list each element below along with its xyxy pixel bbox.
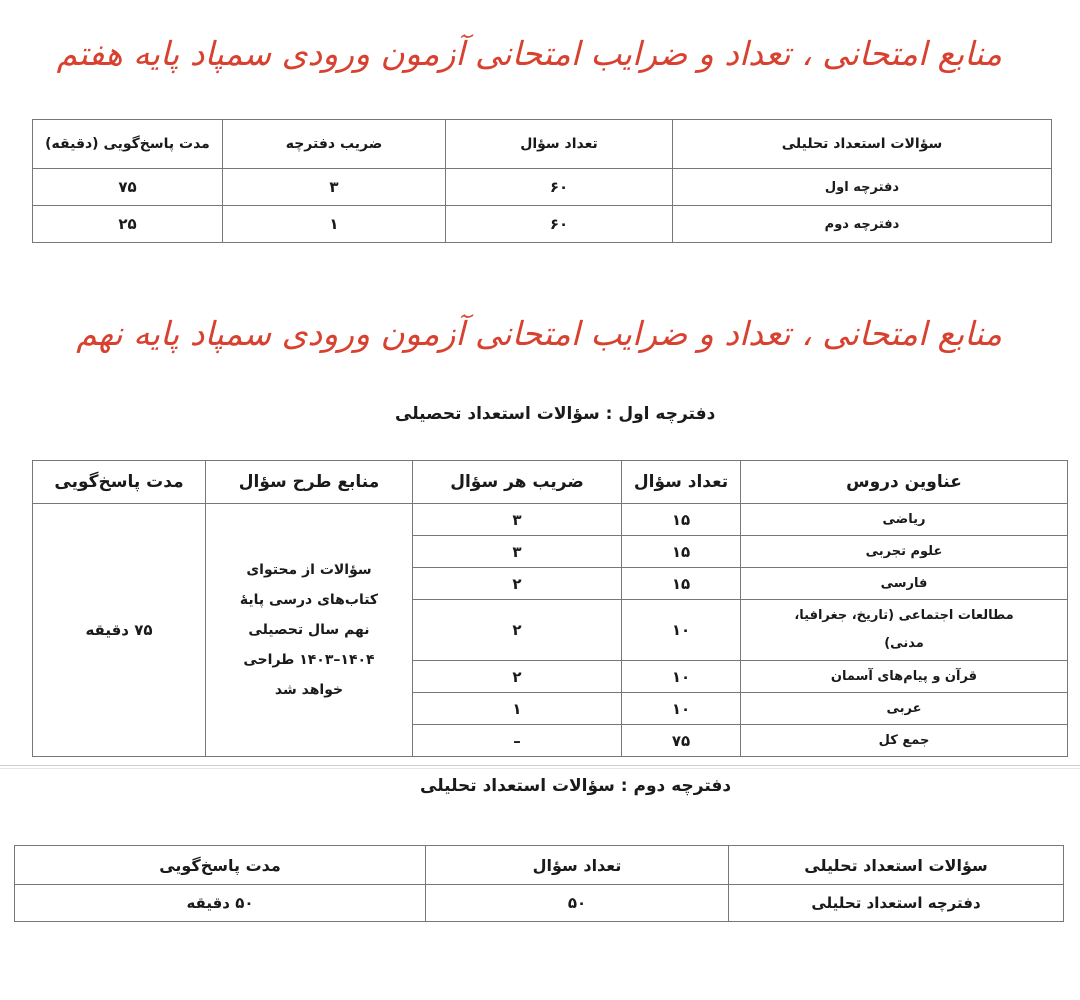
section-divider: [0, 765, 1080, 766]
header-coefficient: ضریب هر سؤال: [413, 461, 622, 504]
booklet2-title: دفترچه دوم : سؤالات استعداد تحلیلی: [420, 776, 732, 796]
cell-coefficient: ۲: [413, 568, 622, 600]
cell-duration: ۲۵: [33, 206, 223, 243]
cell-subject: قرآن و پیام‌های آسمان: [741, 661, 1068, 693]
cell-coefficient: ۳: [413, 504, 622, 536]
header-questions: سؤالات استعداد تحلیلی: [729, 846, 1064, 885]
cell-subject: فارسی: [741, 568, 1068, 600]
grade9-booklet1-table: [32, 460, 1068, 757]
cell-count: ۶۰: [446, 169, 673, 206]
cell-duration: ۵۰ دقیقه: [15, 885, 426, 922]
cell-coefficient: ۳: [223, 169, 446, 206]
cell-count: ۱۰: [622, 693, 741, 725]
cell-coefficient: ۳: [413, 536, 622, 568]
header-source: منابع طرح سؤال: [206, 461, 413, 504]
cell-subject: جمع کل: [741, 725, 1068, 757]
cell-count: ۱۵: [622, 568, 741, 600]
cell-count: ۵۰: [426, 885, 729, 922]
header-count: تعداد سؤال: [426, 846, 729, 885]
cell-count: ۱۰: [622, 661, 741, 693]
table-row: [15, 885, 1064, 922]
header-questions: سؤالات استعداد تحلیلی: [673, 120, 1052, 169]
cell-duration: ۷۵: [33, 169, 223, 206]
table-row: [33, 169, 1052, 206]
cell-coefficient: ۲: [413, 661, 622, 693]
header-coefficient: ضریب دفترچه: [223, 120, 446, 169]
cell-count: ۶۰: [446, 206, 673, 243]
header-duration: مدت پاسخ‌گویی: [33, 461, 206, 504]
cell-coefficient: ۱: [223, 206, 446, 243]
cell-count: ۷۵: [622, 725, 741, 757]
cell-source: سؤالات از محتوای کتاب‌های درسی پایهٔ نهم سال تحصیلی ۱۴۰۴–۱۴۰۳ طراحی خواهد شد: [206, 504, 413, 757]
cell-subject: ریاضی: [741, 504, 1068, 536]
cell-count: ۱۵: [622, 536, 741, 568]
table-header-row: [15, 846, 1064, 885]
grade7-heading: منابع امتحانی ، تعداد و ضرایب امتحانی آزمون ورودی سمپاد پایه هفتم: [56, 34, 1002, 73]
header-count: تعداد سؤال: [446, 120, 673, 169]
section-divider: [0, 768, 1080, 769]
header-subjects: عناوین دروس: [741, 461, 1068, 504]
cell-count: ۱۰: [622, 600, 741, 661]
cell-booklet: دفترچه اول: [673, 169, 1052, 206]
booklet1-title: دفترچه اول : سؤالات استعداد تحصیلی: [395, 404, 716, 424]
grade7-table: [32, 119, 1052, 243]
cell-booklet: دفترچه استعداد تحلیلی: [729, 885, 1064, 922]
cell-subject: مطالعات اجتماعی (تاریخ، جغرافیا، مدنی): [741, 600, 1068, 661]
cell-coefficient: ۲: [413, 600, 622, 661]
grade9-booklet2-table: [14, 845, 1064, 922]
cell-subject: عربی: [741, 693, 1068, 725]
cell-coefficient: –: [413, 725, 622, 757]
header-duration: مدت پاسخ‌گویی: [15, 846, 426, 885]
table-row: [33, 206, 1052, 243]
cell-booklet: دفترچه دوم: [673, 206, 1052, 243]
header-count: تعداد سؤال: [622, 461, 741, 504]
table-row: [33, 504, 1068, 536]
cell-count: ۱۵: [622, 504, 741, 536]
cell-duration: ۷۵ دقیقه: [33, 504, 206, 757]
cell-coefficient: ۱: [413, 693, 622, 725]
cell-subject: علوم تجربی: [741, 536, 1068, 568]
grade9-heading: منابع امتحانی ، تعداد و ضرایب امتحانی آزمون ورودی سمپاد پایه نهم: [76, 314, 1002, 353]
header-duration: مدت پاسخ‌گویی (دقیقه): [33, 120, 223, 169]
table-header-row: [33, 120, 1052, 169]
table-header-row: [33, 461, 1068, 504]
